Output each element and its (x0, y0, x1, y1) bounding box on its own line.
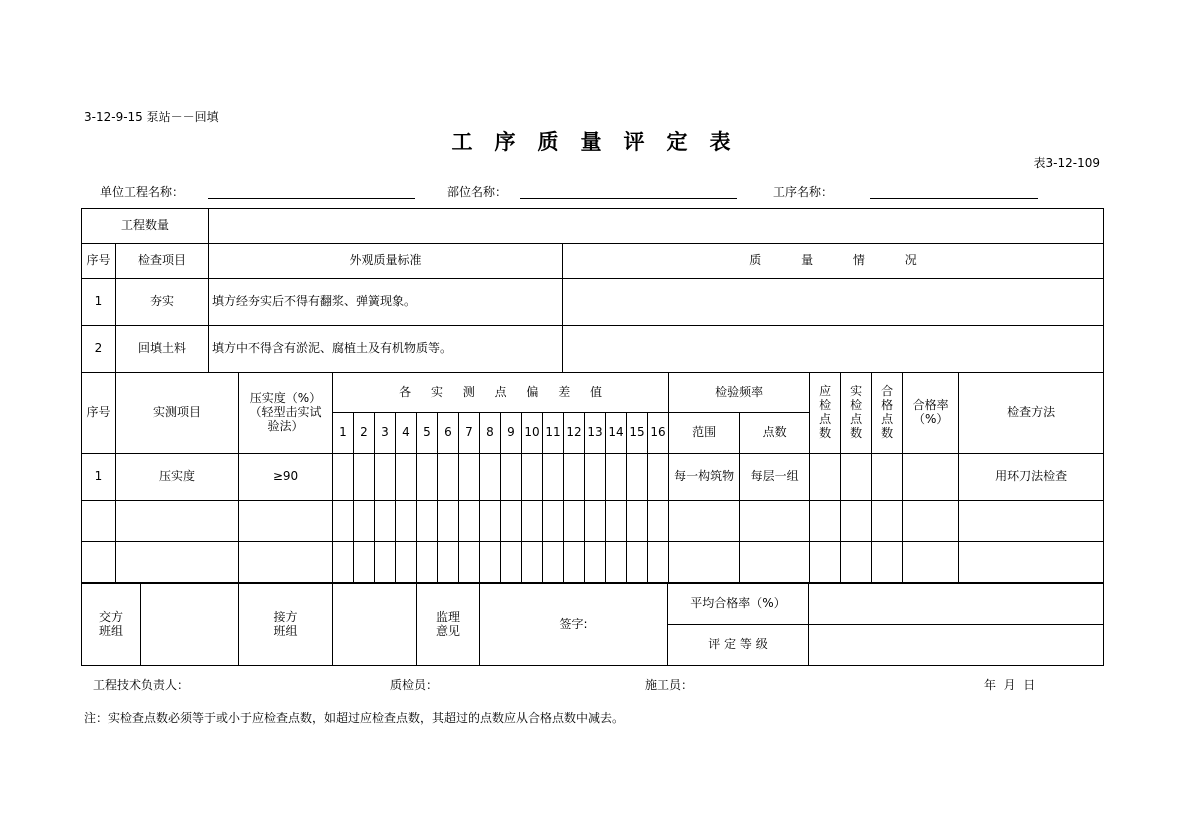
process-name-field[interactable] (870, 198, 1038, 199)
footnote: 注：实检查点数必须等于或小于应检查点数，如超过应检查点数，其超过的点数应从合格点数中减去。 (84, 711, 625, 725)
header-seq: 序号 (82, 244, 116, 279)
measurement-table (81, 372, 1104, 583)
row-standard: 填方中不得含有淤泥、腐植土及有机物质等。 (209, 326, 563, 373)
point-number: 9 (501, 413, 522, 454)
header-standard: 外观质量标准 (209, 244, 563, 279)
m-header-pass-rate: 合格率（%） (903, 373, 959, 454)
row-situation[interactable] (563, 326, 1104, 373)
supervisor-opinion-label: 监理意见 (417, 584, 480, 666)
handover-team-field[interactable] (141, 584, 239, 666)
m-header-frequency: 检验频率 (669, 373, 810, 413)
point-number: 7 (459, 413, 480, 454)
point-number: 14 (606, 413, 627, 454)
m-header-actual-check: 实检点数 (841, 373, 872, 454)
tech-lead-label: 工程技术负责人： (93, 678, 190, 692)
point-number: 12 (564, 413, 585, 454)
m-row-range: 每一构筑物 (669, 454, 740, 501)
point-number: 11 (543, 413, 564, 454)
row-seq: 2 (82, 326, 116, 373)
unit-project-label: 单位工程名称： (100, 185, 185, 199)
table-number: 表3-12-109 (1033, 156, 1100, 170)
process-name-label: 工序名称： (773, 185, 834, 199)
date-label: 年 月 日 (984, 678, 1036, 692)
row-situation[interactable] (563, 279, 1104, 326)
point-number: 5 (417, 413, 438, 454)
page-title: 工序质量评定表 (451, 130, 753, 154)
point-number: 10 (522, 413, 543, 454)
point-number: 4 (396, 413, 417, 454)
appearance-table (81, 208, 1104, 373)
m-header-compaction: 压实度（%）（轻型击实试验法） (239, 373, 333, 454)
inspector-label: 质检员： (390, 678, 439, 692)
point-number: 16 (648, 413, 669, 454)
table-row (82, 454, 1104, 501)
signoff-table (81, 583, 1104, 666)
average-rate-label: 平均合格率（%） (668, 584, 809, 625)
m-row-method: 用环刀法检查 (959, 454, 1104, 501)
part-name-label: 部位名称： (447, 185, 508, 199)
header-item: 检查项目 (116, 244, 209, 279)
receiving-team-label: 接方班组 (239, 584, 333, 666)
m-header-points: 点数 (740, 413, 810, 454)
signature-label: 签字: (480, 584, 668, 666)
m-header-item: 实测项目 (116, 373, 239, 454)
row-standard: 填方经夯实后不得有翻浆、弹簧现象。 (209, 279, 563, 326)
point-number: 15 (627, 413, 648, 454)
table-row (82, 501, 1104, 542)
worker-label: 施工员： (645, 678, 694, 692)
row-item: 夯实 (116, 279, 209, 326)
table-row (82, 279, 1104, 326)
header-situation: 质 量 情 况 (563, 244, 1104, 279)
m-row-value: ≥90 (239, 454, 333, 501)
quantity-value[interactable] (209, 209, 1104, 244)
point-number: 8 (480, 413, 501, 454)
receiving-team-field[interactable] (333, 584, 417, 666)
point-number: 6 (438, 413, 459, 454)
table-row (82, 326, 1104, 373)
m-row-seq: 1 (82, 454, 116, 501)
m-header-seq: 序号 (82, 373, 116, 454)
m-row-points: 每层一组 (740, 454, 810, 501)
point-number: 13 (585, 413, 606, 454)
m-header-range: 范围 (669, 413, 740, 454)
m-header-deviation: 各 实 测 点 偏 差 值 (333, 373, 669, 413)
m-row-item: 压实度 (116, 454, 239, 501)
m-header-qualified: 合格点数 (872, 373, 903, 454)
unit-project-field[interactable] (208, 198, 415, 199)
table-row (82, 542, 1104, 583)
quantity-label: 工程数量 (82, 209, 209, 244)
point-number: 1 (333, 413, 354, 454)
row-seq: 1 (82, 279, 116, 326)
row-item: 回填土料 (116, 326, 209, 373)
grade-field[interactable] (809, 625, 1104, 666)
grade-label: 评 定 等 级 (668, 625, 809, 666)
point-number: 3 (375, 413, 396, 454)
m-header-method: 检查方法 (959, 373, 1104, 454)
average-rate-field[interactable] (809, 584, 1104, 625)
handover-team-label: 交方班组 (82, 584, 141, 666)
part-name-field[interactable] (520, 198, 737, 199)
form-code: 3-12-9-15 泵站－－回填 (84, 110, 219, 124)
point-number: 2 (354, 413, 375, 454)
m-header-should-check: 应检点数 (810, 373, 841, 454)
